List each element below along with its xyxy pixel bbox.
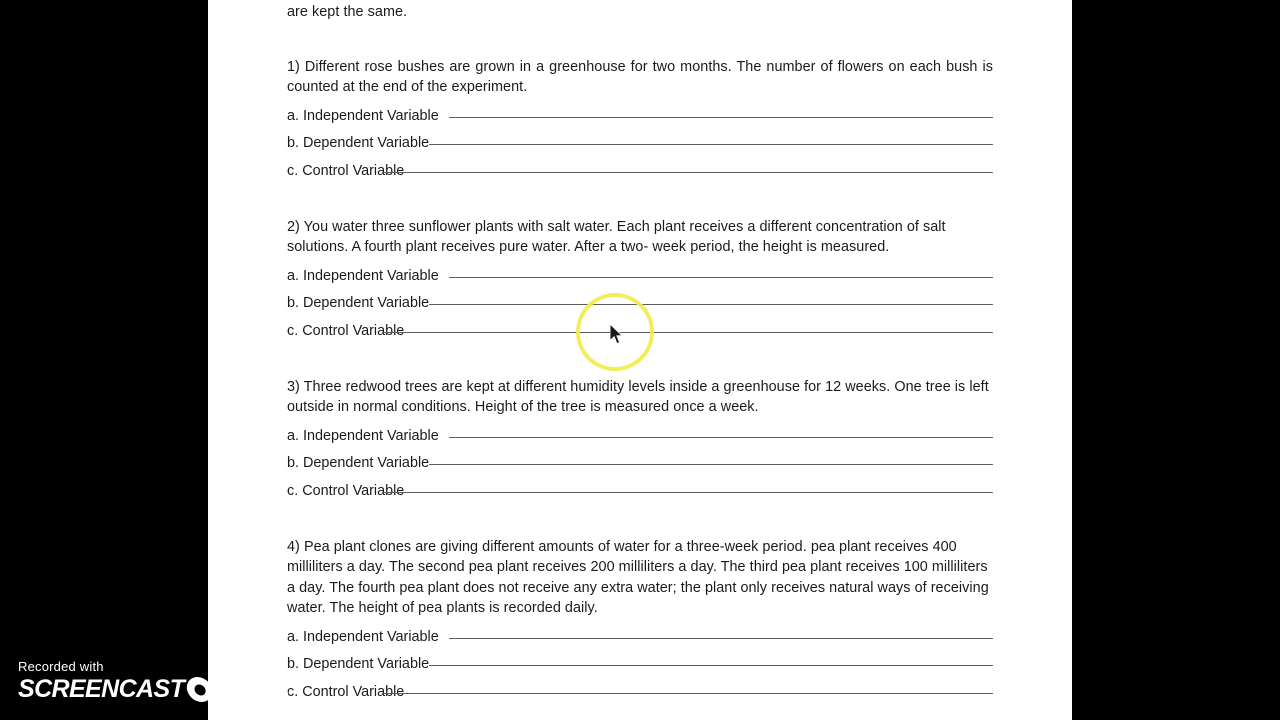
answer-label-dependent-1: b. Dependent Variable [287,135,430,152]
answer-blank-control-3[interactable] [404,481,993,495]
question-text-1: 1) Different rose bushes are grown in a greenhouse for two months. The number of flowers on each bush is counted at the end of the experiment. [287,58,993,96]
answer-blank-control-2[interactable] [404,321,993,335]
answer-row-independent-3[interactable] [287,426,993,447]
answer-group-4 [287,627,993,703]
watermark-brand-second: MATIC [215,675,290,703]
answer-row-control-4[interactable] [287,682,993,703]
answer-blank-independent-4[interactable] [439,627,993,641]
answer-row-control-1[interactable] [287,161,993,182]
recording-dot-icon [185,677,214,702]
answer-blank-control-4[interactable] [404,682,993,696]
answer-row-dependent-3[interactable] [287,453,993,474]
answer-row-control-3[interactable] [287,481,993,502]
watermark-recorded-with-label: Recorded with [18,659,104,674]
answer-label-dependent-2: b. Dependent Variable [287,295,430,312]
answer-group-1 [287,106,993,182]
answer-row-independent-1[interactable] [287,106,993,127]
question-block-4 [287,537,993,703]
screencast-o-matic-watermark [18,659,290,703]
answer-row-independent-2[interactable] [287,266,993,287]
answer-blank-dependent-4[interactable] [429,654,993,668]
answer-row-control-2[interactable] [287,321,993,342]
answer-label-independent-1: a. Independent Variable [287,107,439,124]
answer-group-2 [287,266,993,342]
question-text-2: 2) You water three sunflower plants with salt water. Each plant receives a different concentration of salt solutions. A fourth plant receives pure water. After a two- week period, the height is measured. [287,218,946,256]
answer-label-dependent-3: b. Dependent Variable [287,455,430,472]
answer-label-independent-2: a. Independent Variable [287,267,439,284]
answer-label-dependent-4: b. Dependent Variable [287,656,430,673]
document-text-column [287,0,993,710]
answer-label-control-4: c. Control Variable [287,684,405,701]
answer-label-control-2: c. Control Variable [287,322,405,339]
document-page [208,0,1072,720]
answer-label-control-1: c. Control Variable [287,162,405,179]
question-block-3 [287,377,993,502]
answer-blank-dependent-3[interactable] [429,453,993,467]
answer-blank-dependent-1[interactable] [429,133,993,147]
watermark-brand-first: SCREENCAST [18,675,185,703]
answer-label-independent-3: a. Independent Variable [287,427,439,444]
answer-blank-independent-3[interactable] [439,426,993,440]
continuation-line: are kept the same. [287,4,408,20]
question-text-3: 3) Three redwood trees are kept at different humidity levels inside a greenhouse for 12 weeks. One tree is left outside in normal conditions. Height of the tree is measured once a week. [287,378,989,416]
answer-row-dependent-1[interactable] [287,133,993,154]
answer-label-independent-4: a. Independent Variable [287,628,439,645]
answer-row-independent-4[interactable] [287,627,993,648]
question-block-1 [287,57,993,182]
question-block-2 [287,217,993,342]
answer-row-dependent-4[interactable] [287,654,993,675]
answer-blank-dependent-2[interactable] [429,293,993,307]
answer-label-control-3: c. Control Variable [287,482,405,499]
answer-group-3 [287,426,993,502]
question-text-4: 4) Pea plant clones are giving different amounts of water for a three-week period. pea plant receives 400 milliliters a day. The second pea plant receives 200 milliliters a day. The third pea plant receives 100 milliliters a day. The fourth pea plant does not receive any extra water; the plant only receives natural ways of receiving water. The height of pea plants is recorded daily. [287,538,989,617]
answer-blank-independent-2[interactable] [439,266,993,280]
answer-blank-control-1[interactable] [404,161,993,175]
answer-row-dependent-2[interactable] [287,293,993,314]
watermark-logo [18,675,290,703]
answer-blank-independent-1[interactable] [439,106,993,120]
